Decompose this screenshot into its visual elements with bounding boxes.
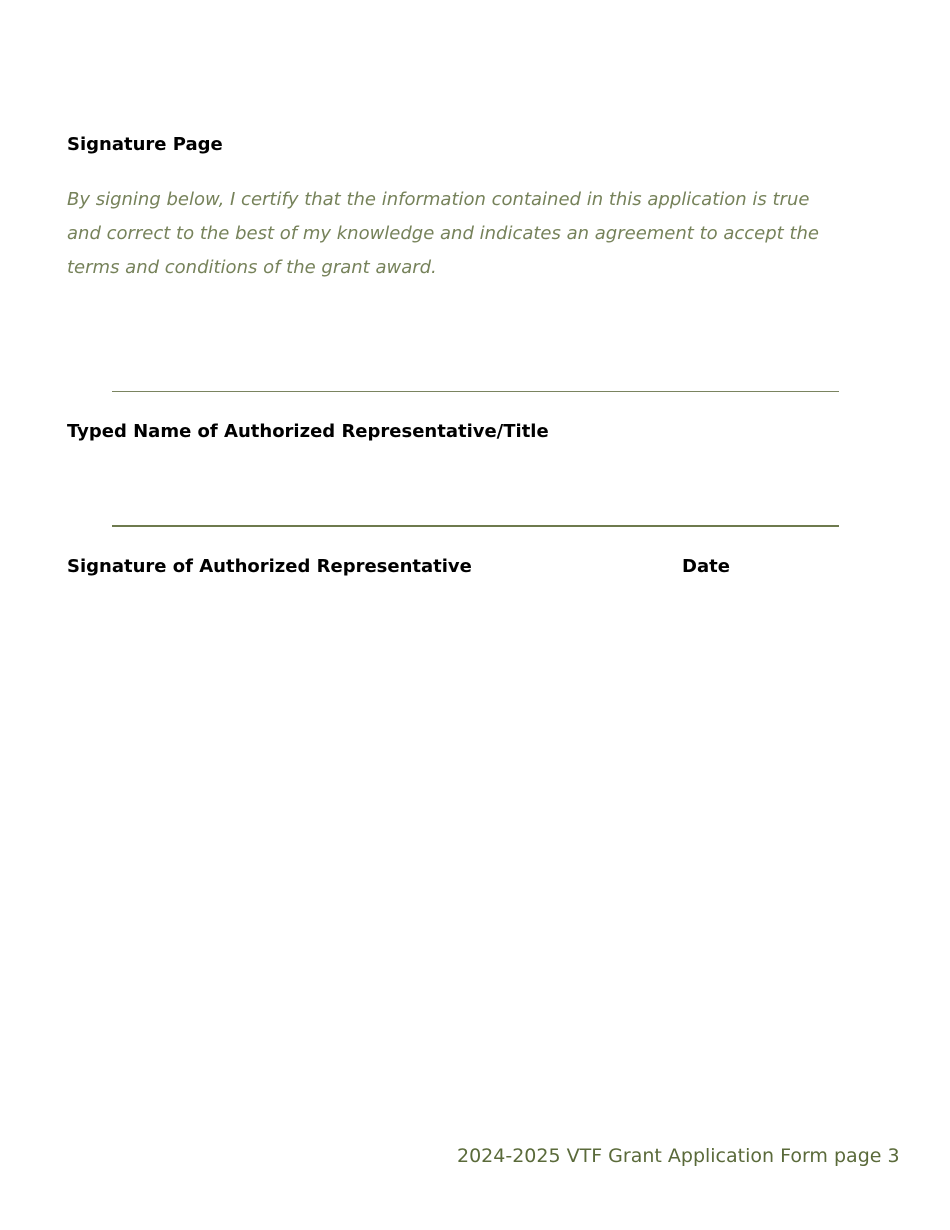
typed-name-signature-line [112, 391, 839, 392]
signature-label: Signature of Authorized Representative [67, 556, 472, 577]
signature-line [112, 525, 839, 527]
page-footer: 2024-2025 VTF Grant Application Form page 3 [457, 1145, 900, 1167]
date-label: Date [682, 556, 730, 577]
certification-statement: By signing below, I certify that the information contained in this application is true and correct to the best of my knowledge and indicates an agreement to accept the terms and conditions of the grant award. [67, 189, 820, 278]
typed-name-label: Typed Name of Authorized Representative/Title [67, 421, 549, 442]
page-title: Signature Page [67, 134, 223, 155]
